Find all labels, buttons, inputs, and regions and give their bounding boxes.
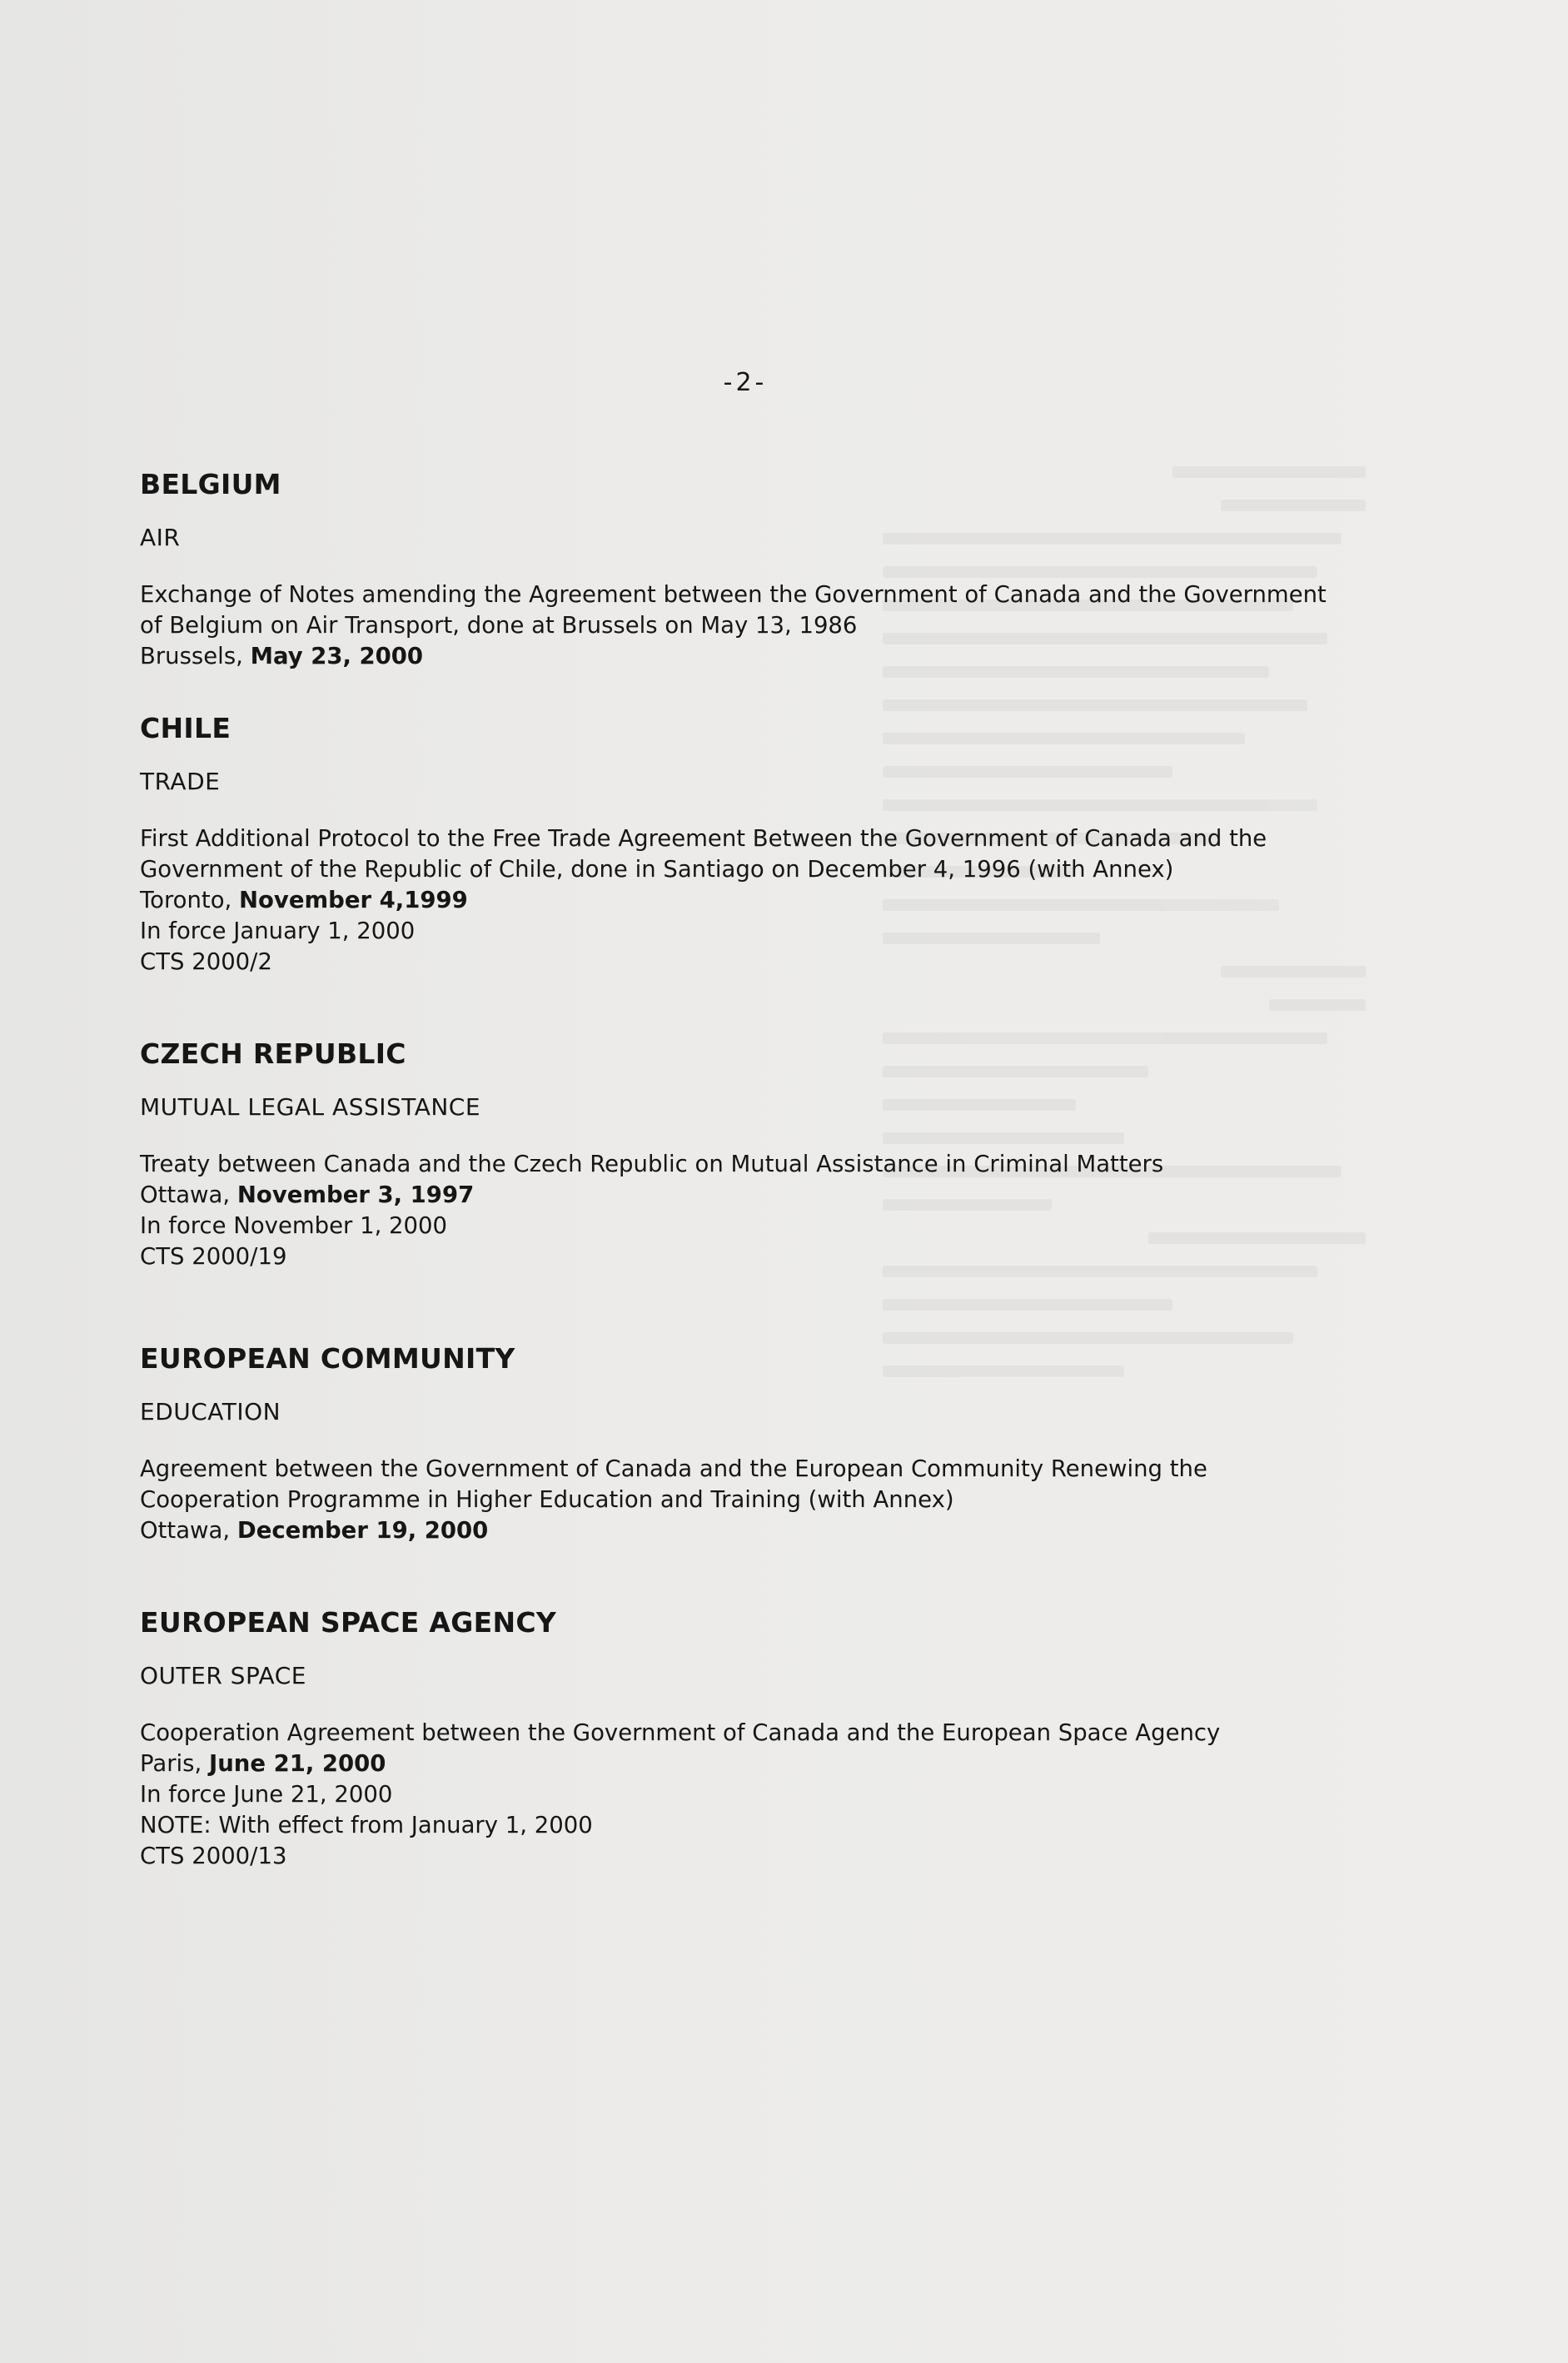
in-force-line: In force January 1, 2000: [140, 918, 416, 944]
country-heading: CHILE: [140, 712, 231, 744]
treaty-title-line: Exchange of Notes amending the Agreement between the Government of Canada and the Government: [140, 581, 1327, 608]
country-heading: CZECH REPUBLIC: [140, 1037, 406, 1070]
treaty-title-line: Government of the Republic of Chile, done in Santiago on December 4, 1996 (with Annex): [140, 856, 1174, 883]
signing-line: [140, 885, 1364, 916]
country-heading: EUROPEAN COMMUNITY: [140, 1342, 515, 1375]
section-european-community: [140, 1342, 1364, 1546]
signing-line: [140, 1180, 1364, 1211]
signing-date: November 4,1999: [239, 887, 468, 913]
note-line: NOTE: With effect from January 1, 2000: [140, 1812, 593, 1838]
signing-place: Ottawa,: [140, 1182, 231, 1208]
section-czech-republic: [140, 1037, 1364, 1272]
signing-date: May 23, 2000: [250, 643, 424, 669]
section-european-space-agency: [140, 1606, 1364, 1872]
category-label: EDUCATION: [140, 1398, 281, 1425]
signing-date: December 19, 2000: [236, 1517, 489, 1544]
category-label: AIR: [140, 524, 181, 551]
page-number: -2-: [723, 368, 768, 397]
treaty-title-line: First Additional Protocol to the Free Trade Agreement Between the Government of Canada and the: [140, 825, 1267, 852]
in-force-line: In force June 21, 2000: [140, 1781, 393, 1808]
signing-date: November 3, 1997: [236, 1182, 475, 1208]
signing-place: Ottawa,: [140, 1517, 231, 1544]
treaty-list: [140, 468, 1364, 1872]
cts-reference: CTS 2000/13: [140, 1843, 287, 1869]
signing-line: [140, 1749, 1364, 1779]
section-belgium: [140, 468, 1364, 672]
signing-line: [140, 1515, 1364, 1546]
treaty-title-line: Cooperation Agreement between the Government of Canada and the European Space Agency: [140, 1719, 1221, 1746]
treaty-title-line: of Belgium on Air Transport, done at Brussels on May 13, 1986: [140, 612, 858, 639]
in-force-line: In force November 1, 2000: [140, 1212, 448, 1239]
category-label: TRADE: [140, 768, 221, 795]
country-heading: EUROPEAN SPACE AGENCY: [140, 1606, 557, 1639]
treaty-title-line: Cooperation Programme in Higher Education and Training (with Annex): [140, 1486, 954, 1513]
signing-date: June 21, 2000: [208, 1750, 386, 1777]
category-label: OUTER SPACE: [140, 1662, 306, 1689]
treaty-title-line: Treaty between Canada and the Czech Republic on Mutual Assistance in Criminal Matters: [140, 1151, 1164, 1177]
section-chile: [140, 712, 1364, 978]
category-label: MUTUAL LEGAL ASSISTANCE: [140, 1093, 481, 1121]
signing-place: Toronto,: [140, 887, 232, 913]
signing-place: Brussels,: [140, 643, 243, 669]
country-heading: BELGIUM: [140, 468, 281, 500]
signing-place: Paris,: [140, 1750, 202, 1777]
signing-line: [140, 641, 1364, 672]
treaty-title-line: Agreement between the Government of Canada and the European Community Renewing the: [140, 1455, 1207, 1482]
cts-reference: CTS 2000/19: [140, 1243, 287, 1270]
cts-reference: CTS 2000/2: [140, 948, 272, 975]
